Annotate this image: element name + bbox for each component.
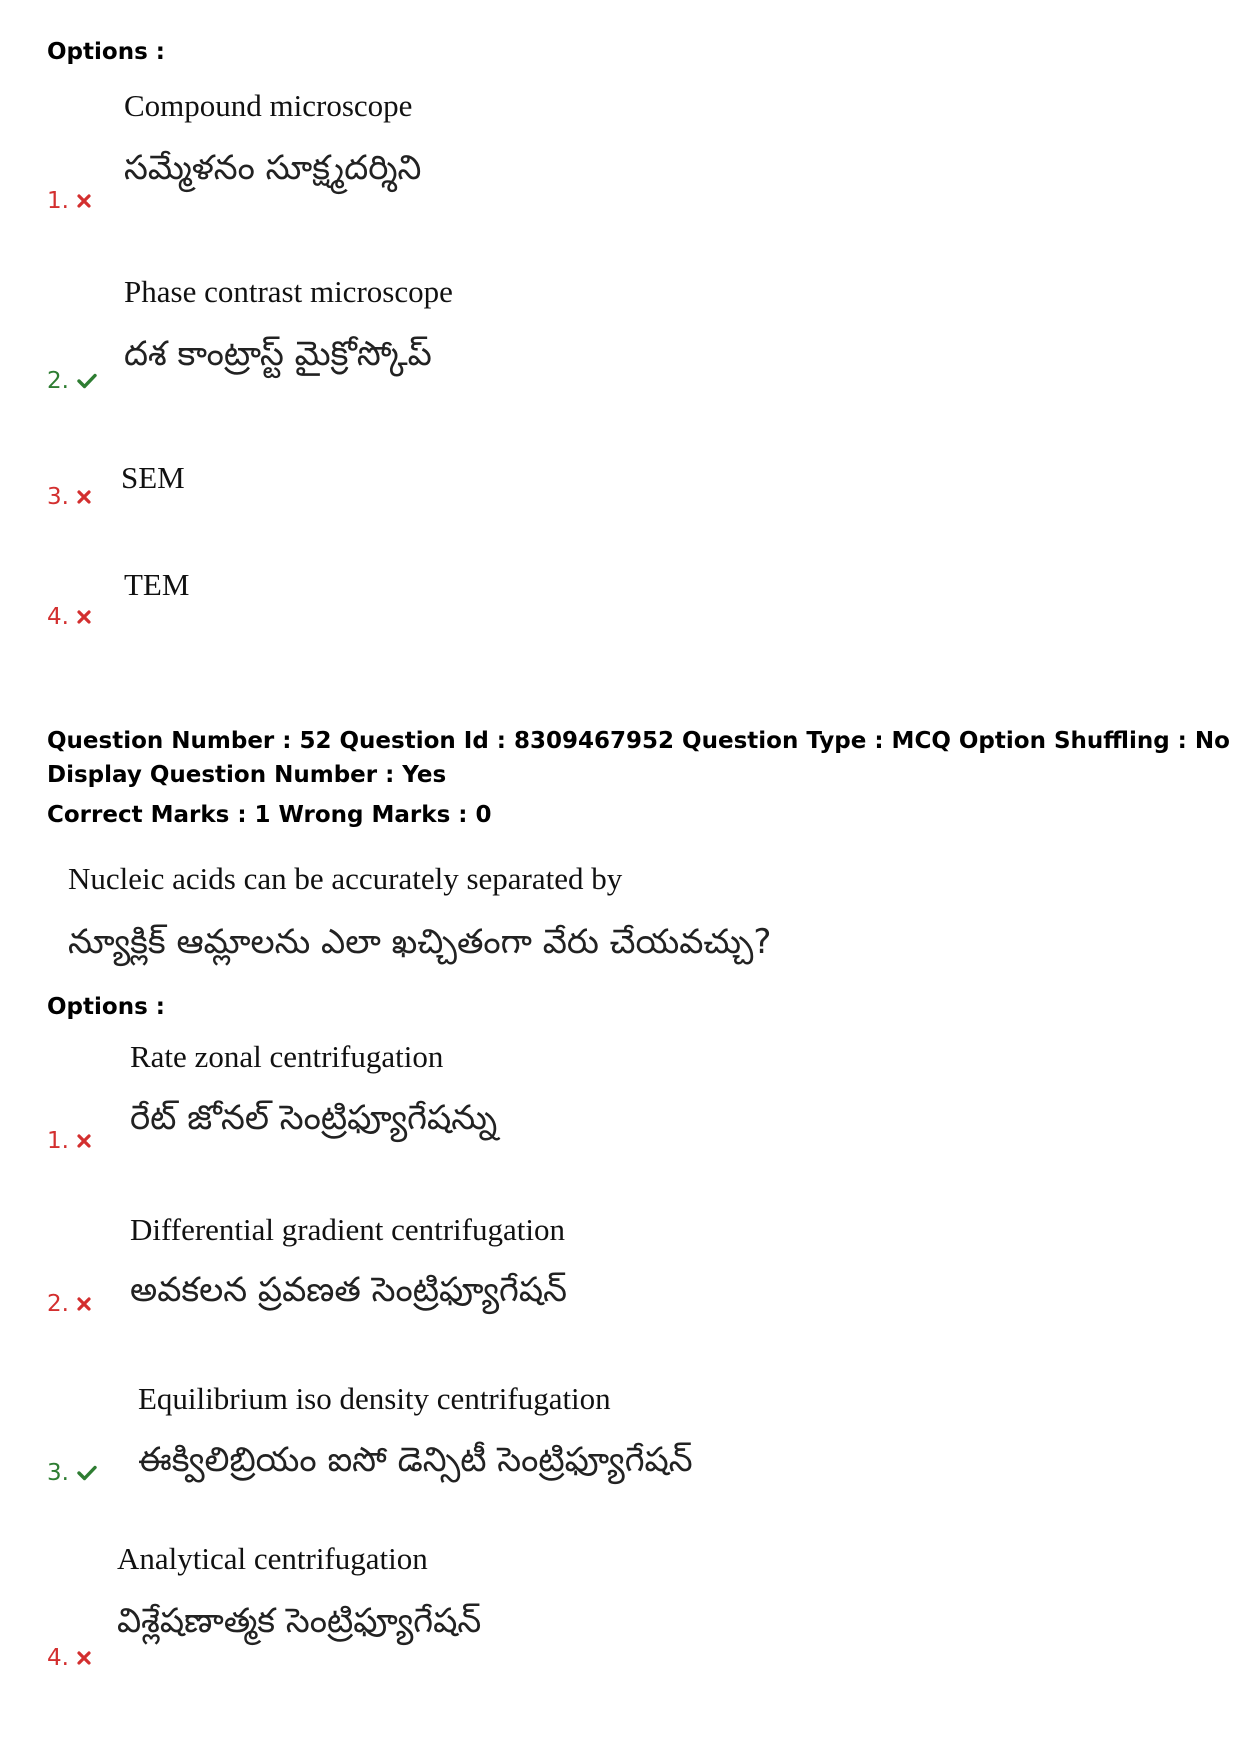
option-english-text: Analytical centrifugation <box>117 1541 428 1576</box>
option-number-label: 3. <box>47 484 69 510</box>
options-heading: Options : <box>47 39 165 65</box>
option-telugu-text: ఈక్విలిబ్రియం ఐసో డెన్సిటీ సెంట్రిఫ్యూగేషన్ <box>138 1440 693 1480</box>
option-number-4 <box>47 1645 91 1671</box>
question-telugu-text: న్యూక్లిక్ ఆమ్లాలను ఎలా ఖచ్చితంగా వేరు చేయవచ్చు? <box>68 922 772 962</box>
option-english-text: Rate zonal centrifugation <box>130 1039 444 1074</box>
cross-icon <box>77 490 91 504</box>
option-telugu-text: సమ్మేళనం సూక్ష్మదర్శిని <box>124 148 422 188</box>
cross-icon <box>77 1297 91 1311</box>
option-number-label: 4. <box>47 604 69 630</box>
option-number-label: 1. <box>47 1128 69 1154</box>
option-number-label: 2. <box>47 368 69 394</box>
option-number-1 <box>47 1128 91 1154</box>
option-english-text: TEM <box>124 567 190 602</box>
check-icon <box>77 373 97 389</box>
option-english-text: Phase contrast microscope <box>124 274 453 309</box>
option-english-text: Differential gradient centrifugation <box>130 1212 565 1247</box>
option-english-text: Compound microscope <box>124 88 413 123</box>
option-number-3 <box>47 1460 97 1486</box>
option-number-label: 1. <box>47 188 69 214</box>
option-number-label: 2. <box>47 1291 69 1317</box>
cross-icon <box>77 194 91 208</box>
option-number-2 <box>47 368 97 394</box>
options-heading: Options : <box>47 994 165 1020</box>
option-number-4 <box>47 604 91 630</box>
option-telugu-text: రేట్ జోనల్ సెంట్రిఫ్యూగేషన్ను <box>130 1098 498 1138</box>
option-telugu-text: అవకలన ప్రవణత సెంట్రిఫ్యూగేషన్ <box>130 1270 567 1310</box>
option-number-label: 3. <box>47 1460 69 1486</box>
option-number-2 <box>47 1291 91 1317</box>
question-english-text: Nucleic acids can be accurately separated by <box>68 861 623 896</box>
option-number-1 <box>47 188 91 214</box>
question-display-line: Display Question Number : Yes <box>47 762 447 788</box>
cross-icon <box>77 1651 91 1665</box>
option-number-label: 4. <box>47 1645 69 1671</box>
check-icon <box>77 1465 97 1481</box>
question-marks-line: Correct Marks : 1 Wrong Marks : 0 <box>47 802 492 828</box>
cross-icon <box>77 1134 91 1148</box>
option-telugu-text: దశ కాంట్రాస్ట్ మైక్రోస్కోప్ <box>124 334 432 374</box>
option-english-text: Equilibrium iso density centrifugation <box>138 1381 611 1416</box>
cross-icon <box>77 610 91 624</box>
question-meta-line: Question Number : 52 Question Id : 8309467952 Question Type : MCQ Option Shuffling : No <box>47 728 1230 754</box>
option-telugu-text: విశ్లేషణాత్మక సెంట్రిఫ్యూగేషన్ <box>117 1601 482 1641</box>
option-english-text: SEM <box>121 460 185 495</box>
option-number-3 <box>47 484 91 510</box>
